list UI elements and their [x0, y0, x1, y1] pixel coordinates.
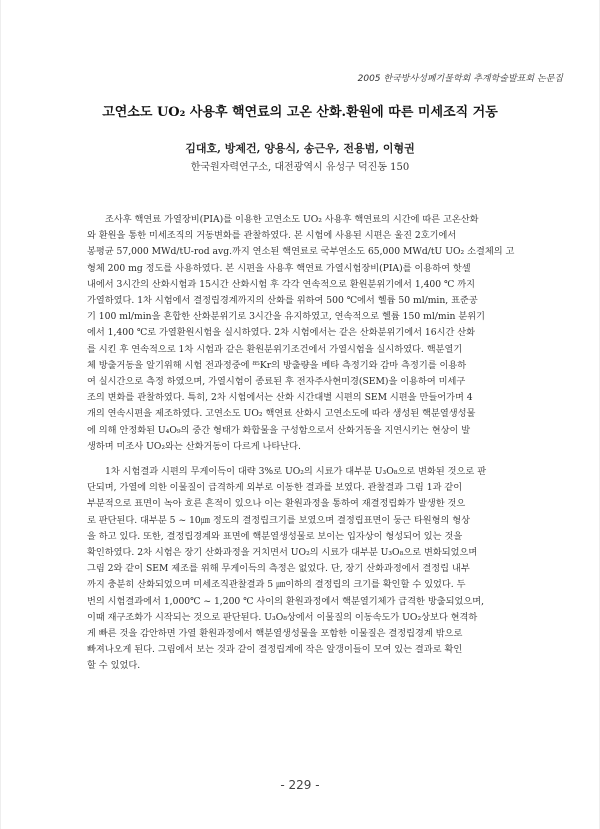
paragraph-line: 로 판단된다. 대부분 5 ~ 10㎛ 정도의 결정립크기를 보였으며 결정립표면이 둥근 타원형의 형상 — [87, 514, 471, 526]
body-paragraph-2 — [87, 464, 519, 675]
paragraph-line: 을 하고 있다. 또한, 결정립경계와 표면에 핵분열생성물로 보이는 입자상이 형성되어 있는 것을 — [87, 530, 463, 542]
paper-title: 고연소도 UO₂ 사용후 핵연료의 고온 산화.환원에 따른 미세조직 거동 — [102, 105, 498, 120]
conference-header: 2005 한국방사성폐기물학회 추계학술발표회 논문집 — [357, 74, 563, 84]
paragraph-line: 조사후 핵연료 가열장비(PIA)를 이용한 고연소도 UO₂ 사용후 핵연료의 시간에 따른 고온산화 — [105, 214, 479, 225]
paragraph-line: 확인하였다. 2차 시험은 장기 산화과정을 거치면서 UO₂의 시료가 대부분 U₃O₈으로 변화되었으며 — [87, 547, 478, 559]
paragraph-line: 까지 충분히 산화되었으며 미세조직관찰결과 5 ㎛이하의 결정립의 크기를 확인할 수 있었다. 두 — [87, 579, 466, 591]
body-paragraph-1 — [87, 212, 519, 455]
paragraph-line: 1차 시험결과 시편의 무게이득이 대략 3%로 UO₂의 시료가 대부분 U₃O₈으로 변화된 것으로 판 — [105, 466, 487, 477]
paragraph-line: 단되며, 가열에 의한 이물질이 급격하게 외부로 이동한 결과를 보였다. 관찰결과 그림 1과 같이 — [87, 482, 463, 494]
paragraph-line: 를 시킨 후 연속적으로 1차 시험과 같은 환원분위기조건에서 가열시험을 실시하였다. 핵분열기 — [87, 343, 463, 355]
paragraph-line: 부분적으로 표면이 녹아 흐른 흔적이 있으나 이는 환원과정을 통하여 재결정립화가 발생한 것으 — [87, 498, 466, 510]
author-list: 김대호, 방제건, 양용식, 송근우, 전용범, 이형권 — [185, 142, 415, 155]
paragraph-line: 가열하였다. 1차 시험에서 결정립경계까지의 산화를 위하여 500 ℃에서 헬륨 50 ml/min, 표준공 — [87, 295, 478, 307]
paragraph-line: 봉평균 57,000 MWd/tU-rod avg.까지 연소된 핵연료로 국부연소도 65,000 MWd/tU UO₂ 소결체의 고 — [87, 246, 515, 258]
paragraph-line: 형체 200 mg 정도를 사용하였다. 본 시편을 사용후 핵연료 가열시험장비(PIA)를 이용하여 핫셀 — [87, 262, 471, 274]
paragraph-line: 내에서 3시간의 산화시험과 15시간 산화시험 후 각각 연속적으로 환원분위기에서 1,400 ℃ 까지 — [87, 278, 475, 290]
paragraph-line: 조의 변화를 관찰하였다. 특히, 2차 시험에서는 산화 시간대별 시편의 SEM 시편을 만들어가며 4 — [87, 392, 473, 404]
paragraph-line: 와 환원을 통한 미세조직의 거동변화를 관찰하였다. 본 시험에 사용된 시편은 울진 2호기에서 — [87, 230, 457, 242]
paragraph-line: 여 실시간으로 측정 하였으며, 가열시험이 종료된 후 전자주사현미경(SEM)을 이용하여 미세구 — [87, 376, 466, 388]
paragraph-line: 번의 시험결과에서 1,000℃ ~ 1,200 ℃ 사이의 환원과정에서 핵분열기체가 급격한 방출되었으며, — [87, 595, 484, 607]
paragraph-line: 에 의해 안정화된 U₄O₉의 중간 형태가 화합물을 구성함으로서 산화거동을 지연시키는 현상이 발 — [87, 424, 471, 436]
paragraph-line: 게 빠른 것을 감안하면 가열 환원과정에서 핵분열생성물을 포함한 이물질은 결정립경계 밖으로 — [87, 628, 463, 640]
paragraph-line: 개의 연속시편을 제조하였다. 고연소도 UO₂ 핵연료 산화시 고연소도에 따라 생성된 핵분열생성물 — [87, 408, 476, 420]
paragraph-line: 생하며 미조사 UO₂와는 산화거동이 다르게 나타난다. — [87, 440, 301, 452]
paragraph-line: 할 수 있었다. — [87, 660, 141, 672]
affiliation: 한국원자력연구소, 대전광역시 유성구 덕진동 150 — [190, 162, 410, 173]
paragraph-line: 기 100 ml/min을 혼합한 산화분위기로 3시간을 유지하였고, 연속적으로 헬륨 150 ml/min 분위기 — [87, 311, 485, 323]
paragraph-line: 체 방출거동을 알기위해 시험 전과정중에 ⁸⁵Kr의 방출량을 베타 측정기와 감마 측정기를 이용하 — [87, 359, 467, 371]
paragraph-line: 에서 1,400 ℃로 가열환원시험을 실시하였다. 2차 시험에서는 같은 산화분위기에서 16시간 산화 — [87, 327, 475, 339]
paragraph-line: 빠져나오게 된다. 그림에서 보는 것과 같이 결정립계에 작은 알갱이들이 모여 있는 결과로 확인 — [87, 644, 463, 656]
paragraph-line: 이때 재구조화가 시작되는 것으로 판단된다. U₃O₈상에서 이물질의 이동속도가 UO₂상보다 현격하 — [87, 611, 478, 623]
page-number: - 229 - — [280, 778, 320, 792]
paragraph-line: 그림 2와 같이 SEM 제조를 위해 무게이득의 측정은 없었다. 단, 장기 산화과정에서 결정립 내부 — [87, 563, 470, 575]
